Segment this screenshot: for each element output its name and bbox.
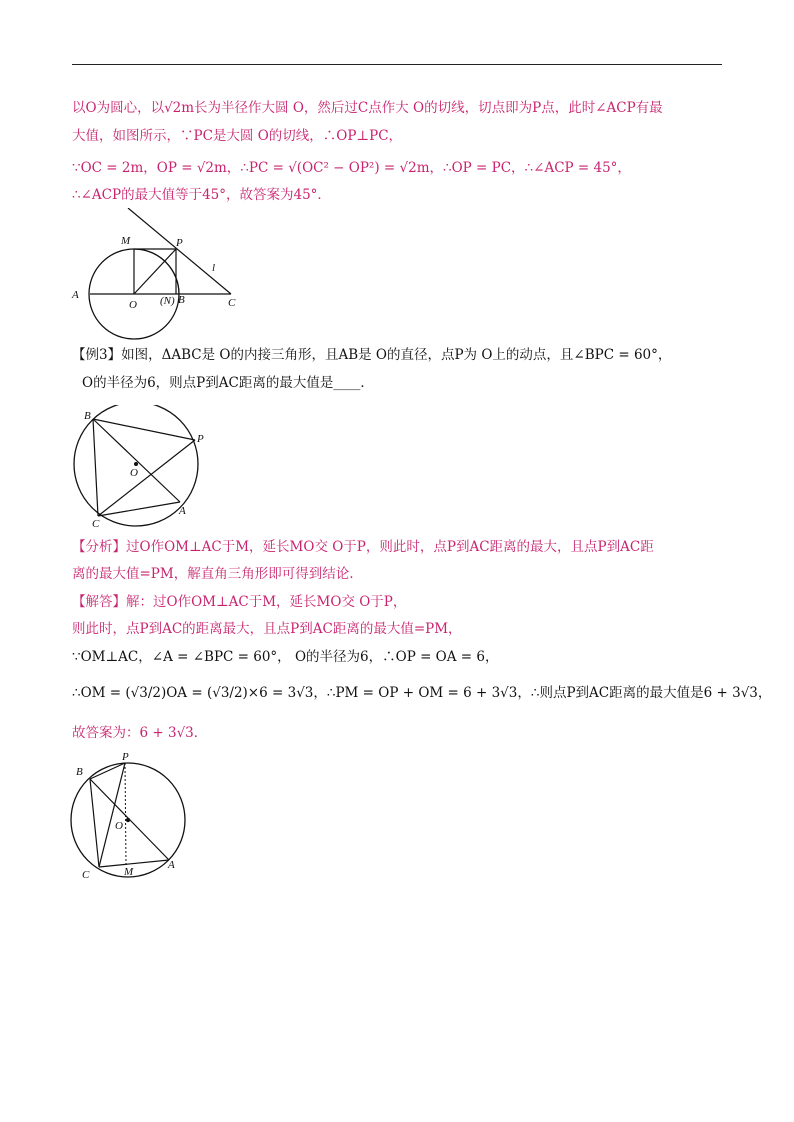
fig2-center-dot xyxy=(134,462,138,466)
fig2-label-B: B xyxy=(84,410,91,422)
fig3-label-M: M xyxy=(124,866,134,878)
fig2-label-P: P xyxy=(197,433,204,445)
fig2-ca xyxy=(98,502,180,516)
fig1-label-N: (N) xyxy=(160,295,175,307)
solution-line3: ∵OM⊥AC，∠A = ∠BPC = 60°， O的半径为6，∴OP = OA = 6， xyxy=(72,649,499,665)
fig3-center-dot xyxy=(126,818,130,822)
fig1-label-M: M xyxy=(121,235,131,247)
analysis-line2: 离的最大值=PM，解直角三角形即可得到结论. xyxy=(72,566,354,582)
fig2-label-O: O xyxy=(130,467,138,479)
fig1-label-O: O xyxy=(129,299,137,311)
header-rule xyxy=(72,64,722,65)
fig3-bc xyxy=(90,779,99,867)
fig3-ca xyxy=(99,860,169,867)
fig1-tangent-line xyxy=(128,208,231,294)
analysis-line1: 【分析】过O作OM⊥AC于M，延长MO交 O于P，则此时，点P到AC距离的最大，且点P到AC距 xyxy=(72,539,654,555)
section1-line2: 大值，如图所示，∵PC是大圆 O的切线，∴OP⊥PC， xyxy=(72,128,403,144)
fig1-label-C: C xyxy=(228,297,236,309)
fig3-label-B: B xyxy=(76,766,83,778)
fig2-ab xyxy=(93,419,180,502)
fig2-label-A: A xyxy=(179,505,186,517)
fig3-label-P: P xyxy=(122,751,129,763)
fig1-label-A: A xyxy=(72,289,79,301)
fig1-label-B: B xyxy=(178,294,185,306)
figure2-diagram xyxy=(70,405,206,530)
fig3-bp xyxy=(90,763,125,779)
solution-line5: 故答案为：6 + 3√3． xyxy=(72,725,208,741)
example3-line2: O的半径为6，则点P到AC距离的最大值是____． xyxy=(82,375,374,391)
section1-line3: ∵OC = 2m，OP = √2m，∴PC = √(OC² − OP²) = √2m，∴OP = PC，∴∠ACP = 45°， xyxy=(72,160,631,176)
fig3-label-O: O xyxy=(115,820,123,832)
solution-line2: 则此时，点P到AC的距离最大，且点P到AC距离的最大值=PM， xyxy=(72,621,462,637)
fig3-label-A: A xyxy=(168,859,175,871)
figure3-diagram xyxy=(68,750,190,880)
fig2-bp xyxy=(93,419,195,440)
fig1-label-P: P xyxy=(176,237,183,249)
figure1-diagram xyxy=(66,208,256,343)
fig2-label-C: C xyxy=(92,518,100,530)
fig3-label-C: C xyxy=(82,869,90,880)
solution-line1: 【解答】解：过O作OM⊥AC于M，延长MO交 O于P， xyxy=(72,594,407,610)
solution-line4: ∴OM = (√3/2)OA = (√3/2)×6 = 3√3，∴PM = OP + OM = 6 + 3√3，∴则点P到AC距离的最大值是6 + 3√3， xyxy=(72,685,772,701)
fig2-bc xyxy=(93,419,98,516)
fig3-pm-dashed xyxy=(125,763,126,864)
section1-line1: 以O为圆心，以√2m长为半径作大圆 O，然后过C点作大 O的切线，切点即为P点，此时∠ACP有最 xyxy=(72,100,663,116)
fig3-cp xyxy=(99,763,125,867)
example3-line1: 【例3】如图，ΔABC是 O的内接三角形，且AB是 O的直径，点P为 O上的动点，且∠BPC = 60°， xyxy=(72,347,672,363)
section1-line4: ∴∠ACP的最大值等于45°，故答案为45°． xyxy=(72,187,331,203)
fig1-op-segment xyxy=(134,249,176,294)
fig1-label-l: l xyxy=(212,262,216,274)
